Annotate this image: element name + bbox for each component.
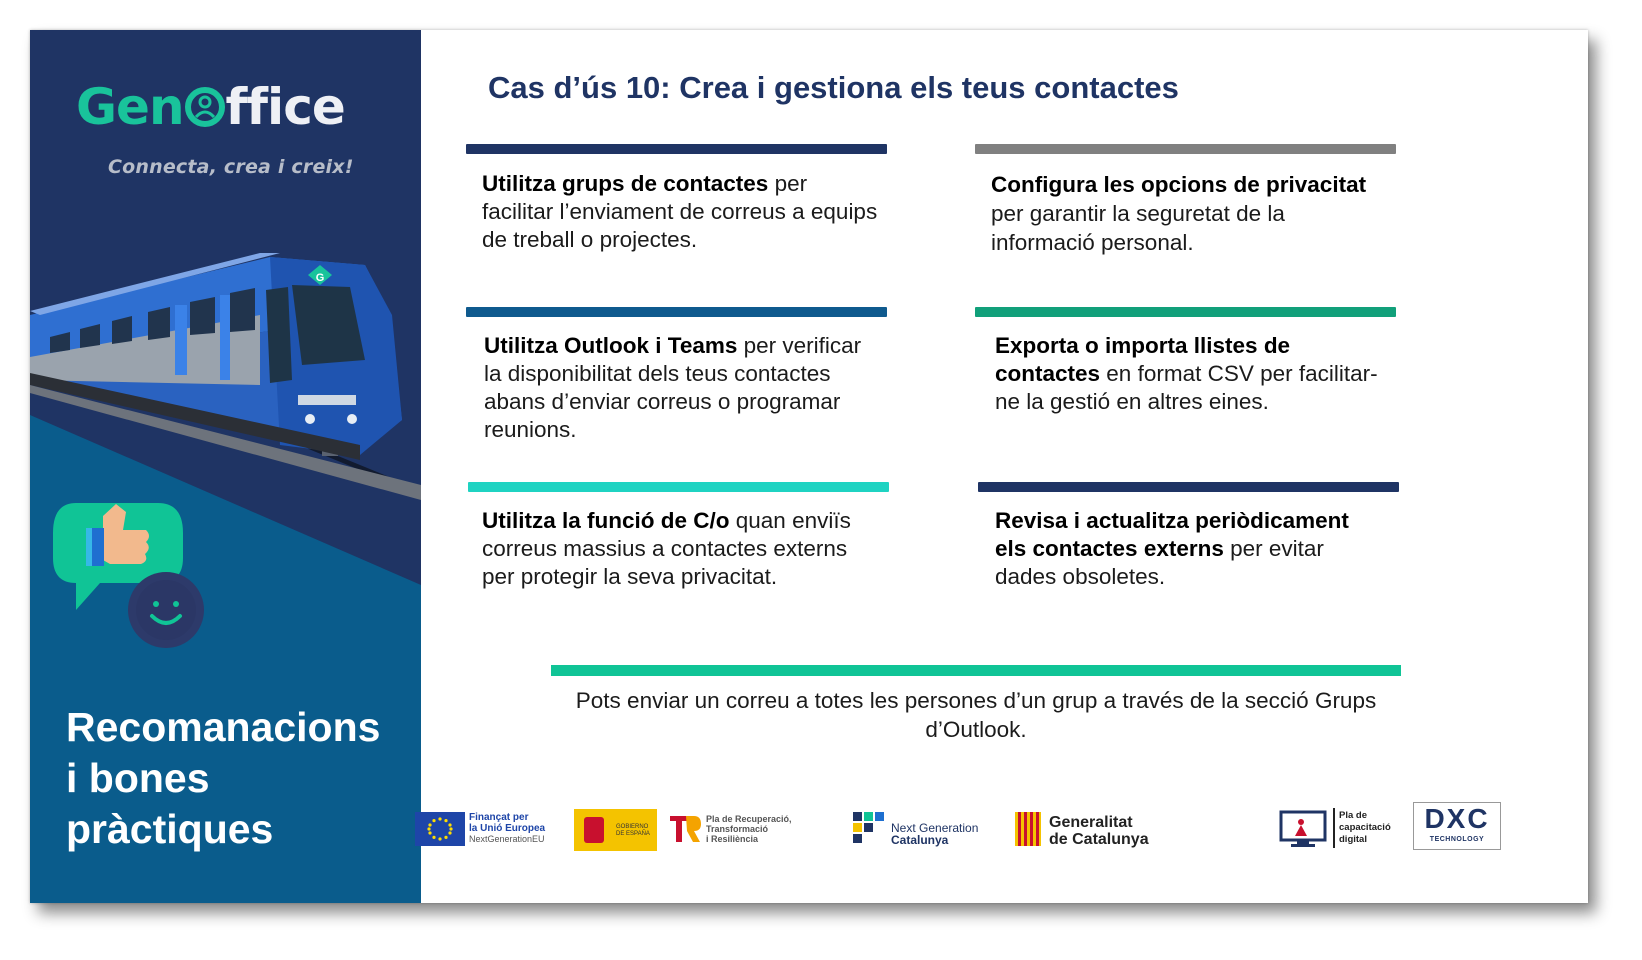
left-panel — [30, 30, 421, 903]
prtr-logo-text: Transformació — [706, 824, 769, 834]
tagline: Connecta, crea i creix! — [108, 156, 354, 178]
card-bold-text: Exporta o importa llistes de contactes — [995, 333, 1291, 386]
recommendation-card — [975, 144, 1396, 257]
train-badge: G — [315, 272, 325, 284]
card-bold-text: Revisa i actualitza periòdicament els contactes externs — [995, 508, 1349, 561]
generalitat-logo-text: de Catalunya — [1049, 831, 1149, 848]
gobierno-logo — [574, 809, 657, 851]
section-title-line: pràctiques — [66, 806, 274, 852]
section-title — [66, 702, 416, 855]
card-bold-text: Utilitza la funció de C/o — [482, 508, 730, 533]
card-accent-bar — [468, 482, 889, 492]
senyera-icon — [1015, 812, 1041, 846]
pcd-logo-text: digital — [1339, 834, 1367, 845]
section-title-line: i bones — [66, 755, 210, 801]
card-text: per garantir la seguretat de la informació personal. — [991, 201, 1285, 255]
recommendation-card — [975, 307, 1396, 416]
logo-text-gen: Gen — [76, 78, 184, 136]
recommendation-card — [468, 482, 889, 591]
dxc-logo-subtext: TECHNOLOGY — [1429, 836, 1485, 843]
section-title-line: Recomanacions — [66, 704, 381, 750]
generalitat-logo-text: Generalitat — [1049, 814, 1133, 831]
ngc-mark-icon — [853, 812, 887, 846]
card-accent-bar — [466, 307, 887, 317]
gobierno-logo-text: DE ESPAÑA — [616, 831, 650, 837]
recommendation-card — [978, 482, 1399, 591]
card-text: quan enviïs correus massius a contactes externs per protegir la seva privacitat. — [482, 508, 851, 589]
eu-logo-text: NextGenerationEU — [469, 834, 545, 844]
ngc-logo-text: Catalunya — [891, 833, 949, 847]
prtr-logo-text: Pla de Recuperació, — [706, 814, 792, 824]
pcd-logo-text: Pla de — [1339, 810, 1367, 821]
train-illustration — [30, 245, 421, 505]
card-accent-bar — [466, 144, 887, 154]
gobierno-logo-text: GOBIERNO — [616, 824, 649, 830]
card-accent-bar — [975, 307, 1396, 317]
card-bold-text: Utilitza Outlook i Teams — [484, 333, 738, 358]
pcd-logo-text: capacitació — [1339, 822, 1391, 833]
prtr-mark-icon — [668, 812, 702, 846]
logo-text-office: ffice — [225, 78, 345, 136]
card-bold-text: Configura les opcions de privacitat — [991, 172, 1367, 197]
card-bold-text: Utilitza grups de contactes — [482, 171, 769, 196]
slide — [30, 30, 1588, 903]
feedback-illustration — [48, 498, 218, 653]
dxc-logo — [1413, 802, 1501, 850]
card-text: per verificar la disponibilitat dels teus contactes abans d’enviar correus o programar reunions. — [484, 333, 862, 442]
eu-logo-text: Finançat per — [469, 812, 529, 823]
prtr-logo-text: i Resiliència — [706, 834, 759, 844]
recommendation-card — [466, 307, 887, 444]
footer-note: Pots enviar un correu a totes les persones d’un grup a través de la secció Grups d’Outlook. — [575, 688, 1377, 742]
footer-accent-bar — [551, 665, 1401, 676]
card-text: per evitar dades obsoletes. — [995, 536, 1324, 589]
dxc-logo-text: DXC — [1424, 803, 1490, 834]
page-title: Cas d’ús 10: Crea i gestiona els teus contactes — [488, 70, 1179, 105]
monitor-icon — [1279, 810, 1329, 848]
card-text: per facilitar l’enviament de correus a equips de treball o projectes. — [482, 171, 878, 252]
ngc-logo-text: Next Generation — [891, 821, 979, 835]
genoffice-logo — [76, 78, 376, 148]
card-accent-bar — [978, 482, 1399, 492]
funding-logos — [425, 800, 1588, 860]
recommendation-card — [466, 144, 887, 254]
person-circle-icon — [184, 82, 226, 124]
eu-flag-icon — [415, 812, 465, 846]
card-accent-bar — [975, 144, 1396, 154]
coat-of-arms-icon — [584, 817, 604, 843]
card-text: en format CSV per facilitar-ne la gestió en altres eines. — [995, 361, 1378, 414]
eu-logo-text: la Unió Europea — [469, 823, 546, 834]
